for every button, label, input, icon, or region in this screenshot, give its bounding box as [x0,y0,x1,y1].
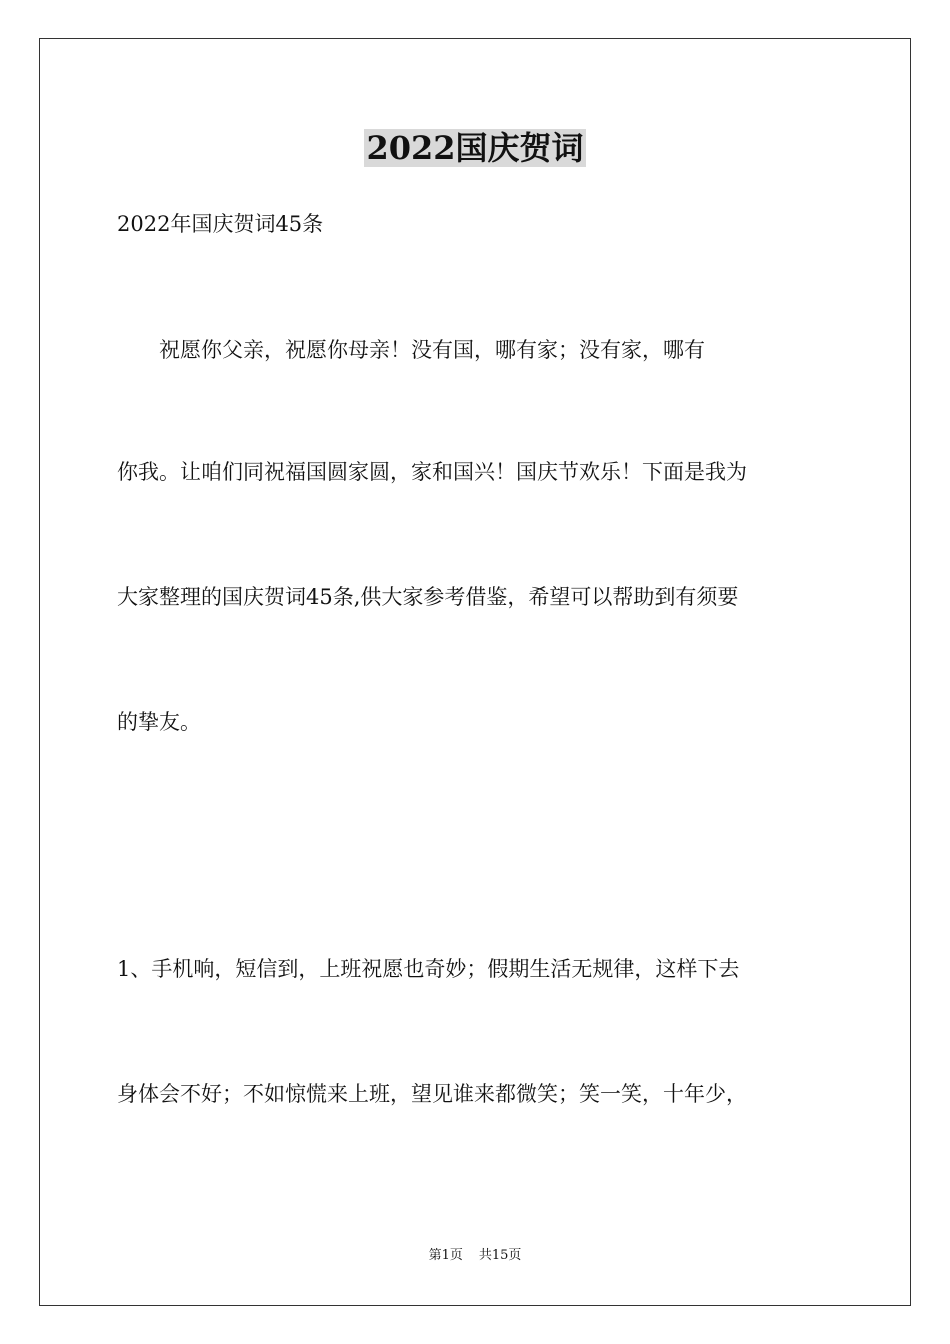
paragraph-line-1: 祝愿你父亲，祝愿你母亲！没有国，哪有家；没有家，哪有 [117,338,705,362]
paragraph-line-4: 的挚友。 [117,710,201,734]
document-subtitle: 2022年国庆贺词45条 [117,212,324,236]
paragraph-line-6: 身体会不好；不如惊慌来上班，望见谁来都微笑；笑一笑，十年少， [117,1082,747,1106]
paragraph-line-5: 1、手机响，短信到，上班祝愿也奇妙；假期生活无规律，这样下去 [117,957,740,981]
page-footer [0,1247,950,1265]
footer-page-total: 共15页 [478,1248,522,1263]
footer-page-number: 第1页 [428,1248,463,1263]
document-title-text: 2022国庆贺词 [366,129,584,167]
paragraph-line-3: 大家整理的国庆贺词45条,供大家参考借鉴，希望可以帮助到有须要 [117,585,739,609]
paragraph-line-2: 你我。让咱们同祝福国圆家圆，家和国兴！国庆节欢乐！下面是我为 [117,460,747,484]
document-title [0,128,950,168]
